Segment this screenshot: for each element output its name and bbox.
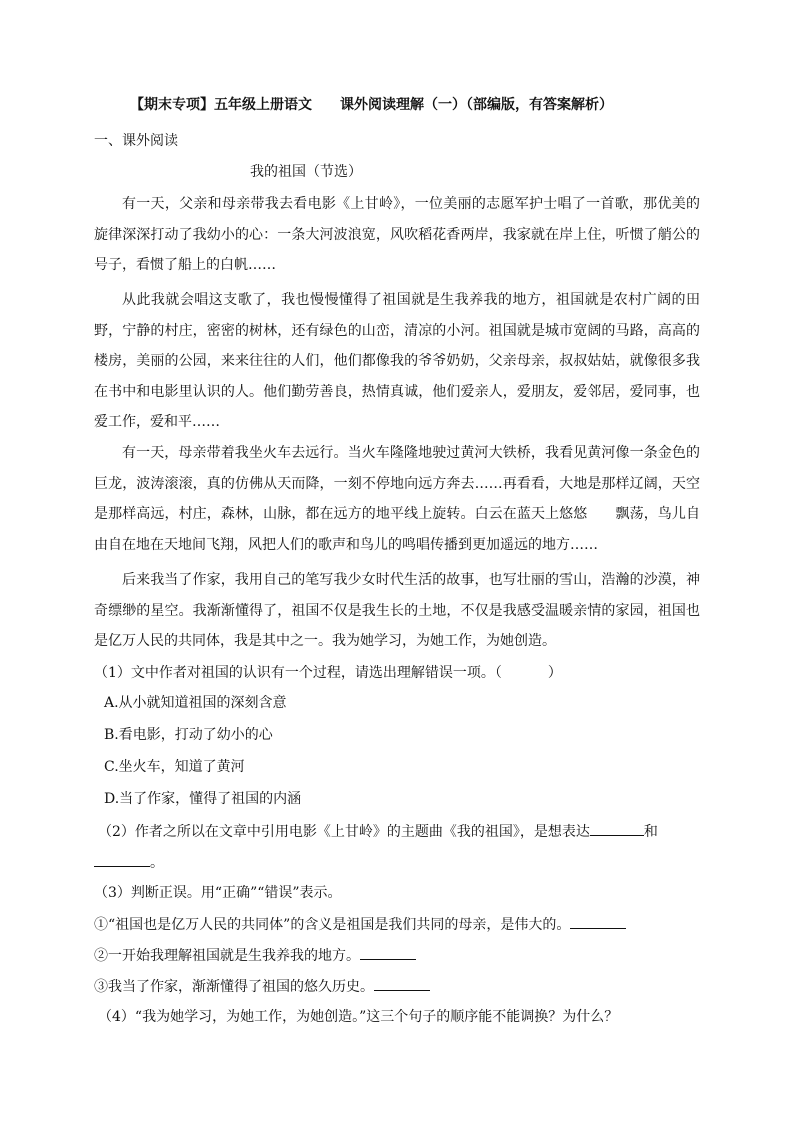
article-title: 我的祖国（节选） [250, 164, 362, 180]
article-paragraph-2: 从此我就会唱这支歌了，我也慢慢懂得了祖国就是生我养我的地方，祖国就是农村广阔的田野，宁静的村庄，密密的树林，还有绿色的山峦，清凉的小河。祖国就是城市宽阔的马路，高高的楼房，美丽的公园，来来往往的人们，他们都像我的爷爷奶奶，父亲母亲，叔叔姑姑，就像很多我在书中和电影里认识的人。他们勤劳善良，热情真诚，他们爱亲人，爱朋友，爱邻居，爱同事，也爱工作，爱和平…… [94, 292, 700, 430]
question-3-item-1-text: ①“祖国也是亿万人民的共同体”的含义是祖国是我们共同的母亲，是伟大的。 [94, 917, 571, 933]
answer-blank-5[interactable] [374, 976, 430, 991]
question-2-stem: （2）作者之所以在文章中引用电影《上甘岭》的主题曲《我的祖国》，是想表达 [98, 824, 590, 840]
question-3-item-2-text: ②一开始我理解祖国就是生我养我的地方。 [94, 948, 360, 964]
question-2-continuation [94, 852, 164, 873]
article-paragraph-4: 后来我当了作家，我用自己的笔写我少女时代生活的故事，也写壮丽的雪山，浩瀚的沙漠，神奇缥缈的星空。我渐渐懂得了，祖国不仅是我生长的土地，不仅是我感受温暖亲情的家园，祖国也是亿万人民的共同体，我是其中之一。我为她学习，为她工作，为她创造。 [94, 572, 700, 649]
question-2-mid: 和 [643, 824, 658, 840]
article-paragraph-1: 有一天，父亲和母亲带我去看电影《上甘岭》，一位美丽的志愿军护士唱了一首歌，那优美的旋律深深打动了我幼小的心：一条大河波浪宽，风吹稻花香两岸，我家就在岸上住，听惯了艄公的号子，看惯了船上的白帆…… [94, 196, 700, 273]
answer-blank-3[interactable] [570, 914, 626, 929]
document-title: 【期末专项】五年级上册语文 课外阅读理解（一）（部编版，有答案解析） [130, 97, 613, 113]
question-3-item-1 [94, 914, 626, 935]
option-b: B.看电影，打动了幼小的心 [104, 727, 273, 743]
option-d: D.当了作家，懂得了祖国的内涵 [104, 791, 302, 807]
option-c: C.坐火车，知道了黄河 [104, 759, 245, 775]
question-2-end: 。 [150, 855, 164, 871]
question-3-item-2 [94, 945, 416, 966]
article-paragraph-3: 有一天，母亲带着我坐火车去远行。当火车隆隆地驶过黄河大铁桥，我看见黄河像一条金色的巨龙，波涛滚滚，真的仿佛从天而降，一刻不停地向远方奔去……再看看，大地是那样辽阔，天空是那样高远，村庄，森林，山脉，都在远方的地平线上旋转。白云在蓝天上悠悠 飘荡，鸟儿自由自在地在天地间飞翔，风把人们的歌声和鸟儿的鸣唱传播到更加遥远的地方…… [94, 445, 700, 553]
option-a: A.从小就知道祖国的深刻含意 [104, 695, 287, 711]
question-2 [98, 821, 658, 842]
question-3-item-3 [94, 976, 430, 997]
question-3-item-3-text: ③我当了作家，渐渐懂得了祖国的悠久历史。 [94, 979, 374, 995]
question-4: （4）“我为她学习，为她工作，为她创造。”这三个句子的顺序能不能调换？为什么？ [98, 1009, 619, 1025]
question-1 [94, 663, 562, 683]
section-heading: 一、课外阅读 [94, 133, 178, 149]
question-3: （3）判断正误。用“正确”“错误”表示。 [94, 885, 342, 901]
answer-blank-1[interactable] [590, 821, 644, 836]
answer-blank-2[interactable] [94, 852, 150, 867]
question-1-stem: （1）文中作者对祖国的认识有一个过程，请选出理解错误一项。（ [94, 665, 502, 681]
question-1-close: ） [547, 665, 562, 681]
answer-blank-4[interactable] [360, 945, 416, 960]
